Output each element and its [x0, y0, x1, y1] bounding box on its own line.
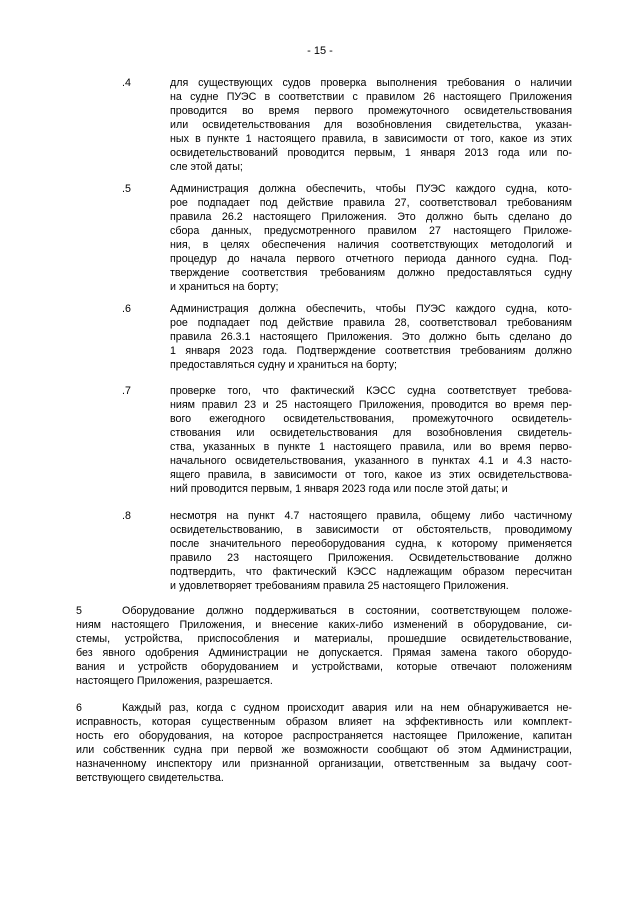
text-line: ных в пункте 1 настоящего правила, в зависимости от того, какое из этих — [170, 133, 572, 145]
text-line: Администрация должна обеспечить, чтобы ПУЭС каждого судна, кото- — [170, 183, 572, 195]
paragraph-5 — [76, 604, 572, 688]
item-text — [170, 76, 572, 174]
text-line: предоставляться судну и храниться на борту; — [170, 359, 398, 371]
text-line: сбора данных, предусмотренного правилом 27 настоящего Приложе- — [170, 225, 572, 237]
text-line: ниям правил 23 и 25 настоящего Приложения, проводится во время пер- — [170, 399, 572, 411]
paragraph-number: 6 — [76, 702, 82, 714]
text-line: вания и устройств оборудованием и устройствами, которые отвечают положениям — [76, 661, 572, 673]
text-line: Каждый раз, когда с судном происходит авария или на нем обнаруживается не- — [122, 702, 572, 714]
text-line: проверке того, что фактический КЭСС судна соответствует требова- — [170, 385, 572, 397]
text-line: правила 26.2 настоящего Приложения. Это должно быть сделано до — [170, 211, 572, 223]
item-number: .6 — [122, 303, 131, 315]
text-line: вого ежегодного освидетельствования, промежуточного освидетель- — [170, 413, 572, 425]
text-line: для существующих судов проверка выполнения требования о наличии — [170, 77, 572, 89]
text-line: ветствующего свидетельства. — [76, 772, 224, 784]
text-line: и храниться на борту; — [170, 281, 279, 293]
text-line: или собственник судна при первой же возможности сообщают об этом Администрации, — [76, 744, 572, 756]
text-line: несмотря на пункт 4.7 настоящего правила, общему либо частичному — [170, 510, 572, 522]
text-line: правило 23 настоящего Приложения. Освидетельствование должно — [170, 552, 572, 564]
text-line: правила 26.3.1 настоящего Приложения. Это должно быть сделано до — [170, 331, 572, 343]
text-line: процедур до начала первого отчетного периода данного судна. Под- — [170, 253, 572, 265]
text-line: ства, указанных в пункте 1 настоящего правила, или во время перво- — [170, 441, 572, 453]
page-number: - 15 - — [307, 45, 333, 57]
item-number: .5 — [122, 183, 131, 195]
text-line: исправность, которая существенным образом влияет на эффективность или комплект- — [76, 716, 572, 728]
text-line: рое подпадает под действие правила 27, соответствовал требованиям — [170, 197, 572, 209]
item-text — [170, 509, 572, 593]
item-text — [170, 302, 572, 372]
text-line: начального освидетельствования, указанного в пунктах 4.1 и 4.3 насто- — [170, 455, 572, 467]
text-line: ния, в целях обеспечения наличия соответствующих методологий и — [170, 239, 572, 251]
text-line: рое подпадает под действие правила 28, соответствовал требованиям — [170, 317, 572, 329]
item-number: .7 — [122, 385, 131, 397]
text-line: освидетельствованию, в зависимости от обстоятельств, проводимому — [170, 524, 572, 536]
text-line: после значительного переоборудования судна, к которому применяется — [170, 538, 572, 550]
text-line: и удовлетворяет требованиям правила 25 настоящего Приложения. — [170, 580, 509, 592]
text-line: Администрация должна обеспечить, чтобы ПУЭС каждого судна, кото- — [170, 303, 572, 315]
text-line: стемы, устройства, приспособления и материалы, прошедшие освидетельствование, — [76, 633, 572, 645]
text-line: настоящего Приложения, разрешается. — [76, 675, 273, 687]
text-line: ний проводится первым, 1 января 2023 года или после этой даты; и — [170, 483, 508, 495]
paragraph-6 — [76, 701, 572, 785]
text-line: подтвердить, что фактический КЭСС надлежащим образом пересчитан — [170, 566, 572, 578]
text-line: назначенному инспектору или признанной организации, ответственным за выдачу соот- — [76, 758, 572, 770]
text-line: ствования или освидетельствования для возобновления свидетель- — [170, 427, 572, 439]
text-line: проводится во время первого промежуточного освидетельствования — [170, 105, 572, 117]
text-line: ность его оборудования, на которое распространяется настоящее Приложение, капитан — [76, 730, 572, 742]
item-text — [170, 182, 572, 294]
text-line: ниям настоящего Приложения, и внесение каких-либо изменений в оборудование, си- — [76, 619, 572, 631]
text-line: Оборудование должно поддерживаться в состоянии, соответствующем положе- — [122, 605, 572, 617]
item-text — [170, 384, 572, 496]
item-number: .4 — [122, 77, 131, 89]
paragraph-number: 5 — [76, 605, 82, 617]
text-line: 1 января 2023 года. Подтверждение соответствия требованиям должно — [170, 345, 572, 357]
text-line: ящего правила, в зависимости от того, какое из этих освидетельствова- — [170, 469, 572, 481]
text-line: тверждение соответствия требованиям должно предоставляться судну — [170, 267, 572, 279]
text-line: или освидетельствования для возобновления свидетельства, указан- — [170, 119, 572, 131]
text-line: сле этой даты; — [170, 161, 243, 173]
text-line: освидетельствований проводится первым, 1 января 2013 года или по- — [170, 147, 572, 159]
text-line: на судне ПУЭС в соответствии с правилом 26 настоящего Приложения — [170, 91, 572, 103]
item-number: .8 — [122, 510, 131, 522]
text-line: без явного одобрения Администрации не допускается. Прямая замена такого оборудо- — [76, 647, 572, 659]
